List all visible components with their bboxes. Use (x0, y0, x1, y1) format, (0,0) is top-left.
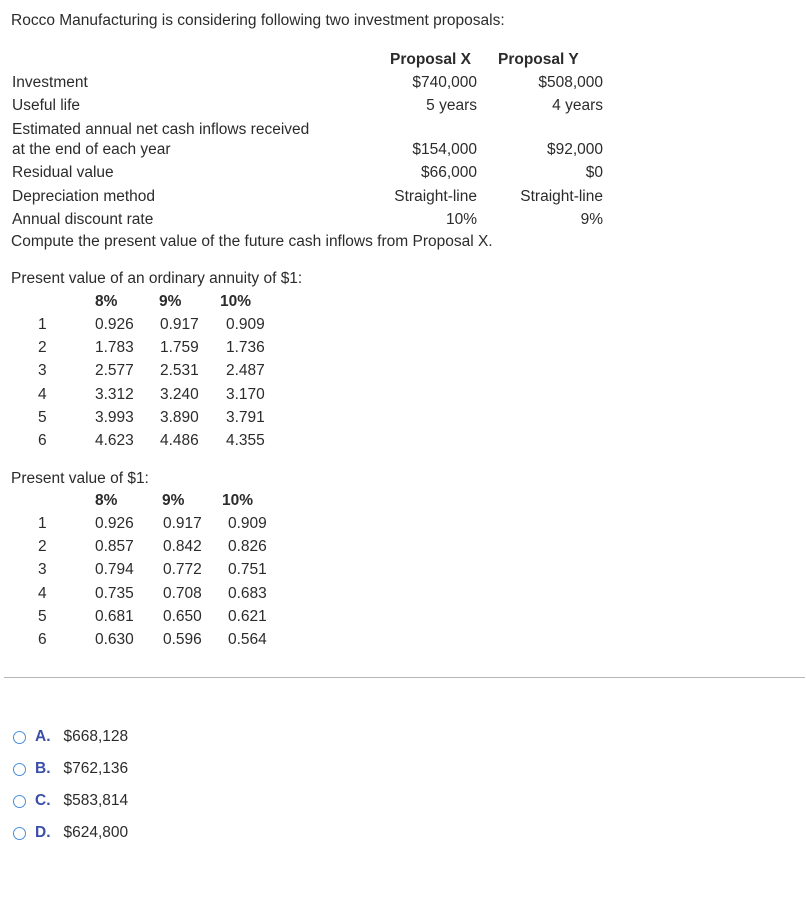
row-label: Investment (12, 74, 88, 91)
radio-button-icon[interactable] (13, 763, 26, 776)
rate-8-cell: 4.623 (95, 432, 134, 449)
rate-10-cell: 3.791 (226, 408, 265, 426)
rate-9-cell: 3.240 (160, 385, 199, 403)
period-cell: 4 (38, 584, 47, 602)
annuity-header-10: 10% (220, 293, 252, 310)
row-y-value: 9% (580, 211, 603, 228)
row-label: Annual discount rate (12, 211, 154, 228)
rate-8-cell: 0.794 (95, 561, 134, 579)
rate-8-cell: 0.681 (95, 607, 134, 625)
rate-9-cell: 0.596 (163, 631, 202, 648)
rate-9-cell: 1.759 (160, 339, 199, 357)
period-cell: 5 (38, 607, 47, 625)
row-y-value: $508,000 (538, 74, 603, 91)
radio-button-icon[interactable] (13, 731, 26, 744)
row-label: Estimated annual net cash inflows received (12, 121, 310, 138)
radio-button-icon[interactable] (13, 795, 26, 808)
period-cell: 2 (38, 339, 47, 357)
row-x-value: $66,000 (420, 164, 477, 181)
rate-9-cell: 2.531 (160, 362, 199, 380)
option-letter: B. (35, 760, 51, 777)
proposal-y-header: Proposal Y (498, 51, 579, 68)
rate-8-cell: 0.857 (95, 538, 134, 556)
row-y-value: 4 years (552, 97, 603, 114)
rate-10-cell: 0.751 (228, 561, 267, 579)
annuity-header-8: 8% (95, 293, 118, 310)
row-label: Useful life (12, 97, 81, 114)
radio-button-icon[interactable] (13, 827, 26, 840)
rate-10-cell: 0.909 (228, 515, 267, 532)
question-intro: Rocco Manufacturing is considering following two investment proposals: (11, 12, 505, 29)
period-cell: 1 (38, 515, 47, 532)
row-label-continued: at the end of each year (12, 141, 171, 158)
rate-8-cell: 0.630 (95, 631, 134, 648)
option-letter: D. (35, 824, 51, 841)
row-y-value: $0 (585, 164, 603, 181)
pv-header-9: 9% (162, 492, 185, 509)
period-cell: 6 (38, 631, 47, 648)
rate-9-cell: 4.486 (160, 432, 199, 449)
row-x-value: Straight-line (394, 188, 477, 205)
rate-9-cell: 0.650 (163, 607, 202, 625)
option-value: $583,814 (63, 792, 129, 809)
rate-10-cell: 0.826 (228, 538, 267, 556)
option-a[interactable] (13, 727, 128, 747)
row-x-value: 10% (445, 211, 477, 228)
rate-9-cell: 3.890 (160, 408, 199, 426)
row-x-value: 5 years (426, 97, 477, 114)
rate-8-cell: 3.312 (95, 385, 134, 403)
option-b[interactable] (13, 759, 128, 779)
option-c[interactable] (13, 791, 128, 811)
rate-8-cell: 0.926 (95, 316, 134, 333)
rate-10-cell: 1.736 (226, 339, 265, 357)
option-d[interactable] (13, 823, 128, 843)
period-cell: 3 (38, 362, 47, 380)
rate-10-cell: 2.487 (226, 362, 265, 380)
rate-10-cell: 0.564 (228, 631, 267, 648)
rate-8-cell: 0.926 (95, 515, 134, 532)
period-cell: 4 (38, 385, 47, 403)
annuity-table-title: Present value of an ordinary annuity of $1: (11, 270, 303, 287)
row-x-value: $154,000 (412, 141, 477, 158)
rate-8-cell: 3.993 (95, 408, 134, 426)
period-cell: 5 (38, 408, 47, 426)
rate-10-cell: 0.909 (226, 316, 265, 333)
option-value: $624,800 (63, 824, 129, 841)
rate-8-cell: 2.577 (95, 362, 134, 380)
row-label: Depreciation method (12, 188, 156, 205)
period-cell: 3 (38, 561, 47, 579)
annuity-header-9: 9% (159, 293, 182, 310)
proposal-x-header: Proposal X (390, 51, 471, 68)
divider (4, 677, 805, 678)
rate-8-cell: 0.735 (95, 584, 134, 602)
pv-header-10: 10% (222, 492, 254, 509)
rate-10-cell: 3.170 (226, 385, 265, 403)
rate-9-cell: 0.772 (163, 561, 202, 579)
option-letter: C. (35, 792, 51, 809)
row-y-value: Straight-line (520, 188, 603, 205)
period-cell: 6 (38, 432, 47, 449)
period-cell: 1 (38, 316, 47, 333)
rate-9-cell: 0.917 (163, 515, 202, 532)
option-letter: A. (35, 728, 51, 745)
rate-10-cell: 0.683 (228, 584, 267, 602)
rate-9-cell: 0.917 (160, 316, 199, 333)
rate-10-cell: 0.621 (228, 607, 267, 625)
rate-10-cell: 4.355 (226, 432, 265, 449)
pv-table-title: Present value of $1: (11, 470, 149, 487)
rate-8-cell: 1.783 (95, 339, 134, 357)
rate-9-cell: 0.708 (163, 584, 202, 602)
question-prompt: Compute the present value of the future cash inflows from Proposal X. (11, 233, 493, 250)
option-value: $762,136 (63, 760, 129, 777)
rate-9-cell: 0.842 (163, 538, 202, 556)
row-x-value: $740,000 (412, 74, 477, 91)
row-y-value: $92,000 (546, 141, 603, 158)
period-cell: 2 (38, 538, 47, 556)
row-label: Residual value (12, 164, 114, 181)
option-value: $668,128 (63, 728, 129, 745)
pv-header-8: 8% (95, 492, 118, 509)
